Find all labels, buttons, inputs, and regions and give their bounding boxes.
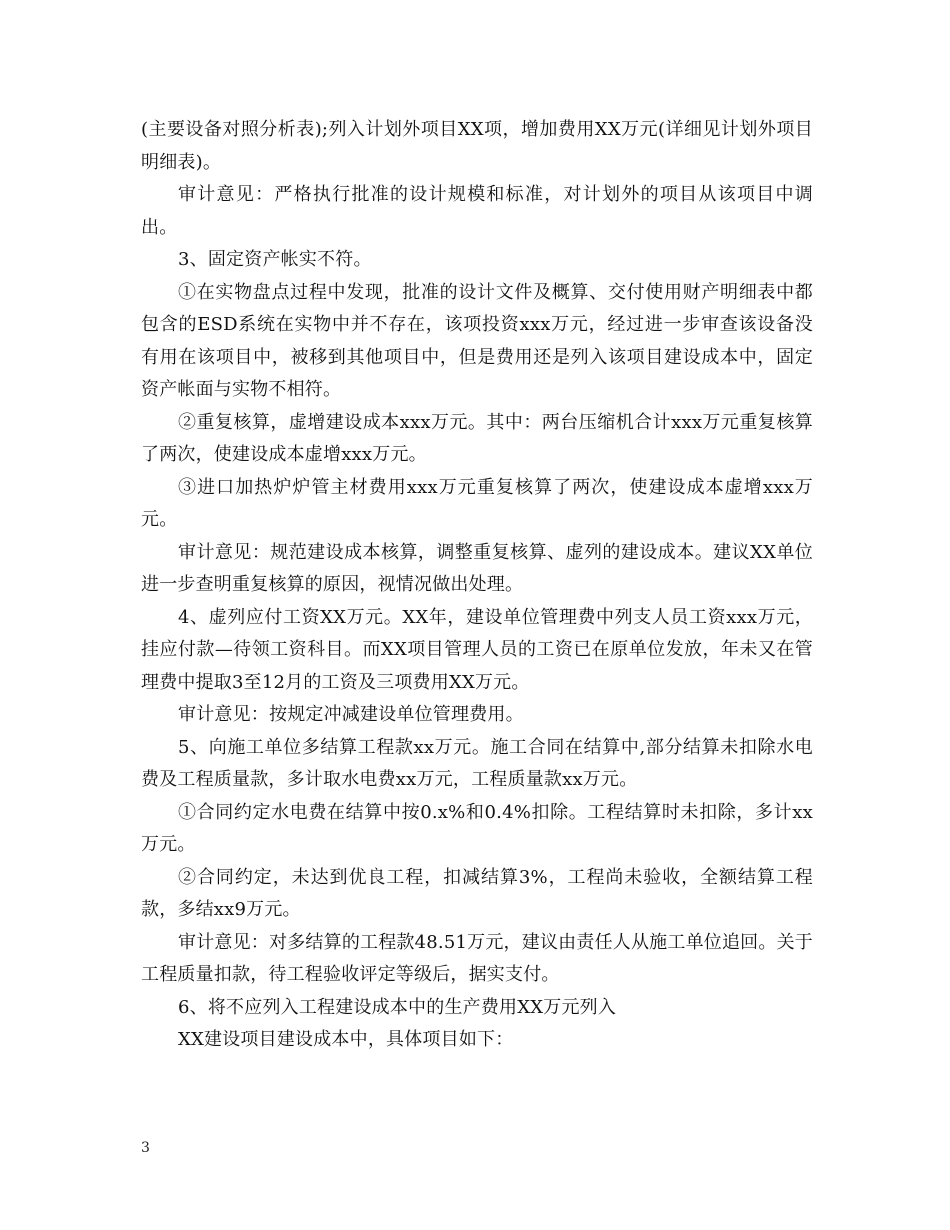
paragraph-10: 5、向施工单位多结算工程款xx万元。施工合同在结算中,部分结算未扣除水电费及工程质量款，多计取水电费xx万元，工程质量款xx万元。 (141, 736, 813, 790)
paragraph-8: 4、虚列应付工资XX万元。XX年，建设单位管理费中列支人员工资xxx万元，挂应付款—待领工资科目。而XX项目管理人员的工资已在原单位发放，年未又在管理费中提取3至12月的工资及三项费用XX万元。 (141, 606, 813, 693)
paragraph-13: 审计意见：对多结算的工程款48.51万元，建议由责任人从施工单位追回。关于工程质量扣款，待工程验收评定等级后，据实支付。 (141, 931, 813, 985)
paragraph-9: 审计意见：按规定冲减建设单位管理费用。 (178, 704, 524, 725)
paragraph-2: 审计意见：严格执行批准的设计规模和标准，对计划外的项目从该项目中调出。 (141, 184, 813, 238)
paragraph-6: ③进口加热炉炉管主材费用xxx万元重复核算了两次，使建设成本虚增xxx万元。 (141, 476, 813, 530)
page-number: 3 (141, 1140, 150, 1156)
paragraph-14: 6、将不应列入工程建设成本中的生产费用XX万元列入 (178, 996, 617, 1018)
paragraph-15: XX建设项目建设成本中，具体项目如下： (178, 1029, 514, 1050)
paragraph-7: 审计意见：规范建设成本核算，调整重复核算、虚列的建设成本。建议XX单位进一步查明重复核算的原因，视情况做出处理。 (141, 541, 813, 595)
paragraph-1: (主要设备对照分析表);列入计划外项目XX项，增加费用XX万元(详细见计划外项目明细表)。 (141, 119, 813, 173)
paragraph-11: ①合同约定水电费在结算中按0.x%和0.4%扣除。工程结算时未扣除，多计xx万元。 (141, 801, 813, 855)
paragraph-12: ②合同约定，未达到优良工程，扣减结算3%，工程尚未验收，全额结算工程款，多结xx9万元。 (141, 866, 813, 920)
paragraph-4: ①在实物盘点过程中发现，批准的设计文件及概算、交付使用财产明细表中都包含的ESD系统在实物中并不存在，该项投资xxx万元，经过进一步审查该设备没有用在该项目中，被移到其他项目中，但是费用还是列入该项目建设成本中，固定资产帐面与实物不相符。 (141, 281, 813, 400)
document-body (141, 114, 813, 1057)
paragraph-3: 3、固定资产帐实不符。 (178, 249, 372, 270)
paragraph-5: ②重复核算，虚增建设成本xxx万元。其中：两台压缩机合计xxx万元重复核算了两次，使建设成本虚增xxx万元。 (141, 411, 813, 465)
